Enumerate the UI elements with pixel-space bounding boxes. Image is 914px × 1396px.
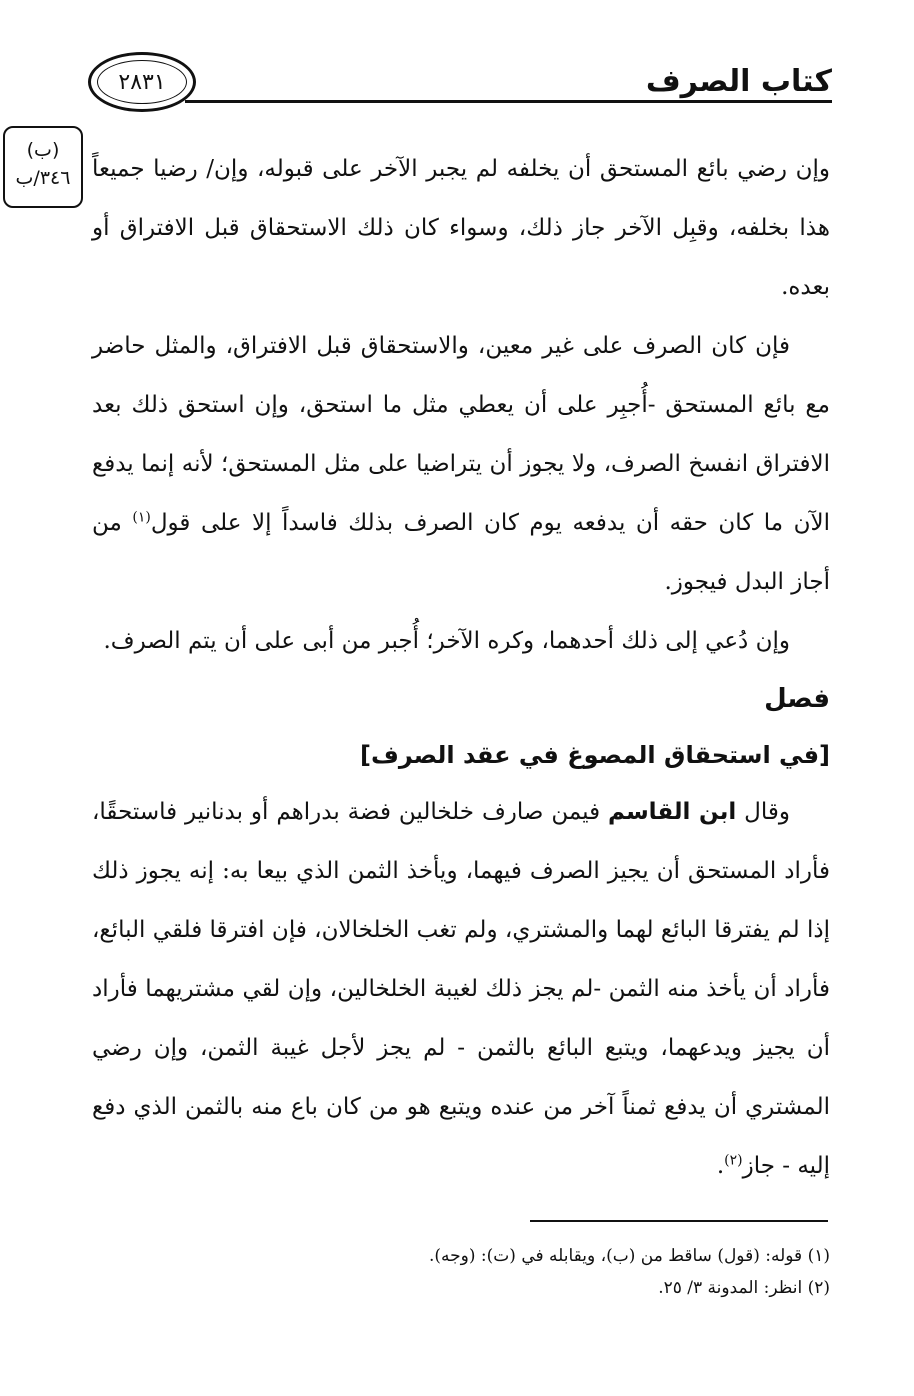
footnote-ref-1: (١) <box>132 509 151 526</box>
manuscript-margin-note <box>3 126 83 208</box>
paragraph-4-main: فيمن صارف خلخالين فضة بدراهم أو بدنانير فاستحقًا، فأراد المستحق أن يجيز الصرف فيهما، ويأخذ الثمن الذي بيعا به: إنه يجوز ذلك إذا لم يفترقا البائع لهما والمشتري، ولم تغب الخلخالان، فإن افترقا فلقي البائع، فأراد أن يأخذ منه الثمن -لم يجز ذلك لغيبة الخلخالين، وإن لقي مشتريهما فأراد أن يجيز ويدعهما، ويتبع البائع بالثمن - لم يجز لأجل غيبة الثمن، وإن رضي المشتري أن يدفع ثمناً آخر من عنده ويتبع هو من كان باع منه بالثمن الذي دفع إليه - جاز <box>92 799 830 1179</box>
page-number-badge <box>88 52 196 112</box>
margin-note-line-1: (ب) <box>26 139 60 161</box>
footnotes <box>92 1240 830 1304</box>
paragraph-2-tail: من أجاز البدل فيجوز. <box>92 510 830 595</box>
footnote-2: (٢) انظر: المدونة ٣/ ٢٥. <box>658 1278 830 1298</box>
body-text <box>92 140 830 1196</box>
paragraph-3: وإن دُعي إلى ذلك أحدهما، وكره الآخر؛ أُجبر من أبى على أن يتم الصرف. <box>103 628 790 654</box>
header-rule <box>185 100 832 103</box>
section-subheading: [في استحقاق المصوغ في عقد الصرف] <box>359 741 830 769</box>
footnote-ref-2: (٢) <box>724 1152 743 1169</box>
section-heading: فصل <box>764 684 830 714</box>
paragraph-4 <box>92 783 830 1196</box>
chapter-title: كتاب الصرف <box>645 64 832 99</box>
paragraph-2-main: فإن كان الصرف على غير معين، والاستحقاق قبل الافتراق، والمثل حاضر مع بائع المستحق -أُجبِر على أن يعطي مثل ما استحق، وإن استحق ذلك بعد الافتراق انفسخ الصرف، ولا يجوز أن يتراضيا على مثل المستحق؛ لأنه إنما يدفع الآن ما كان حقه أن يدفعه يوم كان الصرف بذلك فاسداً إلا على قول <box>92 333 831 536</box>
footnote-1: (١) قوله: (قول) ساقط من (ب)، ويقابله في (ت): (وجه). <box>429 1246 830 1266</box>
page-number: ٢٨٣١ <box>118 69 166 95</box>
paragraph-1: وإن رضي بائع المستحق أن يخلفه لم يجبر الآخر على قبوله، وإن/ رضيا جميعاً هذا بخلفه، وقبِل الآخر جاز ذلك، وسواء كان ذلك الاستحقاق قبل الافتراق أو بعده. <box>92 156 830 300</box>
scholar-name: ابن القاسم <box>608 799 737 825</box>
paragraph-4-lead: وقال <box>736 799 791 825</box>
margin-note-line-2: ٣٤٦/ب <box>15 167 71 189</box>
footnote-rule <box>530 1220 828 1222</box>
paragraph-2 <box>92 317 830 612</box>
paragraph-4-tail: . <box>716 1153 725 1179</box>
